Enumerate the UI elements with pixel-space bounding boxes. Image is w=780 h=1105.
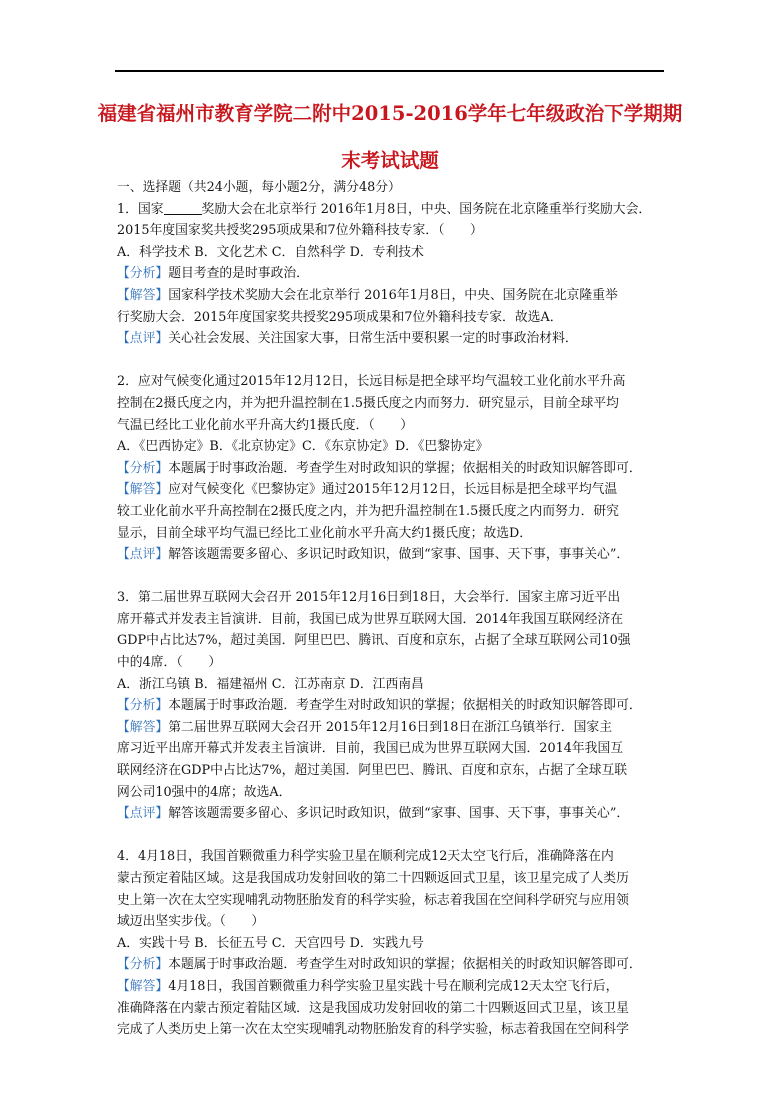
q3-comment-tag: 【点评】 [117,806,169,822]
page-title-line1: 福建省福州市教育学院二附中2015-2016学年七年级政治下学期期 [97,102,683,125]
q1-options: A．科学技术 B．文化艺术 C．自然科学 D．专利技术 [117,244,424,260]
q1-answer-line2: 行奖励大会．2015年度国家奖共授奖295项成果和7位外籍科技专家．故选A． [117,309,563,325]
q1-stem-line1 [117,199,665,221]
q2-analysis-tag: 【分析】 [117,460,169,476]
q4-answer-line1 [117,976,665,998]
q1-fill-blank [164,200,202,215]
q1-stem-rest: 奖励大会在北京举行 2016年1月8日，中央、国务院在北京隆重举行奖励大会． [201,201,652,217]
q3-stem-line3: GDP中占比达7%，超过美国．阿里巴巴、腾讯、百度和京东，占据了全球互联网公司10强 [117,633,631,649]
q2-stem-line1: 2．应对气候变化通过2015年12月12日，长远目标是把全球平均气温较工业化前水平升高 [117,374,626,390]
q2-answer-line3: 显示，目前全球平均气温已经比工业化前水平升高大约1摄氏度；故选D． [117,525,533,541]
q1-comment-text: 关心社会发展、关注国家大事，日常生活中要积累一定的时事政治材料． [168,331,578,347]
q2-options: A．《巴西协定》B．《北京协定》C．《东京协定》D．《巴黎协定》 [117,439,489,455]
q4-answer-tag: 【解答】 [117,978,169,994]
q2-comment [117,544,665,566]
spacer [117,566,665,588]
q4-options: A．实践十号 B．长征五号 C．天宫四号 D．实践九号 [117,935,424,951]
q4-stem-line2: 蒙古预定着陆区域。这是我国成功发射回收的第二十四颗返回式卫星，该卫星完成了人类历 [117,871,629,886]
q3-options: A．浙江乌镇 B．福建福州 C．江苏南京 D．江西南昌 [117,676,424,692]
q3-comment [117,803,665,825]
spacer [117,825,665,847]
question-content [117,177,665,1041]
q3-answer-line2: 席习近平出席开幕式并发表主旨演讲．目前，我国已成为世界互联网大国．2014年我国互 [117,741,624,757]
q2-answer-text1: 应对气候变化《巴黎协定》通过2015年12月12日，长远目标是把全球平均气温 [168,482,618,498]
q2-stem-line3: 气温已经比工业化前水平升高大约1摄氏度．（ ） [117,417,414,433]
q3-stem-line2: 席开幕式并发表主旨演讲．目前，我国已成为世界互联网大国．2014年我国互联网经济在 [117,611,624,627]
q2-answer-line1 [117,479,665,501]
q1-answer-line1 [117,285,665,307]
q3-answer-line3: 联网经济在GDP中占比达7%，超过美国．阿里巴巴、腾讯、百度和京东，占据了全球互联 [117,763,628,779]
q2-analysis-text: 本题属于时事政治题．考查学生对时政知识的掌握；依据相关的时政知识解答即可． [168,460,642,476]
q4-answer-line3: 完成了人类历史上第一次在太空实现哺乳动物胚胎发育的科学实验，标志着我国在空间科学 [117,1022,629,1038]
q1-stem-line2: 2015年度国家奖共授奖295项成果和7位外籍科技专家．（ ） [117,223,483,239]
q3-analysis-tag: 【分析】 [117,698,169,714]
q3-answer-tag: 【解答】 [117,719,169,735]
q2-comment-text: 解答该题需要多留心、多识记时政知识，做到“家事、国事、天下事，事事关心”． [168,547,630,563]
q2-analysis [117,458,665,480]
q3-answer-line1 [117,717,665,739]
q4-analysis-text: 本题属于时事政治题．考查学生对时政知识的掌握；依据相关的时政知识解答即可． [168,957,642,973]
q1-answer-tag: 【解答】 [117,287,169,303]
q4-answer-text1: 4月18日，我国首颗微重力科学实验卫星实践十号在顺利完成12天太空飞行后， [168,978,619,994]
q4-analysis-tag: 【分析】 [117,957,169,973]
q1-stem-prefix: 1．国家 [117,201,164,217]
page-title-line2: 末考试试题 [341,149,439,172]
header-rule [115,70,664,72]
q4-stem-line3: 史上第一次在太空实现哺乳动物胚胎发育的科学实验，标志着我国在空间科学研究与应用领 [117,892,629,908]
q1-answer-text1: 国家科学技术奖励大会在北京举行 2016年1月8日，中央、国务院在北京隆重举 [168,287,618,303]
q3-analysis [117,695,665,717]
q2-answer-tag: 【解答】 [117,482,169,498]
q1-comment-tag: 【点评】 [117,331,169,347]
q3-analysis-text: 本题属于时事政治题．考查学生对时政知识的掌握；依据相关的时政知识解答即可． [168,698,642,714]
q1-comment [117,328,665,350]
q4-analysis [117,954,665,976]
q3-comment-text: 解答该题需要多留心、多识记时政知识，做到“家事、国事、天下事，事事关心”． [168,806,630,822]
spacer [117,350,665,372]
q1-analysis [117,263,665,285]
q4-answer-line2: 准确降落在内蒙古预定着陆区域．这是我国成功发射回收的第二十四颗返回式卫星，该卫星 [117,1000,629,1016]
q3-answer-text1: 第二届世界互联网大会召开 2015年12月16日到18日在浙江乌镇举行．国家主 [168,719,612,735]
section-heading: 一、选择题（共24小题，每小题2分，满分48分） [117,180,401,195]
q1-analysis-tag: 【分析】 [117,266,169,282]
q1-analysis-text: 题目考查的是时事政治． [168,266,309,282]
q3-stem-line4: 中的4席．（ ） [117,655,222,671]
q4-stem-line1: 4．4月18日，我国首颗微重力科学实验卫星在顺利完成12天太空飞行后，准确降落在内 [117,849,614,865]
q2-stem-line2: 控制在2摄氏度之内，并为把升温控制在1.5摄氏度之内而努力．研究显示，目前全球平均 [117,395,619,411]
q2-answer-line2: 较工业化前水平升高控制在2摄氏度之内，并为把升温控制在1.5摄氏度之内而努力．研究 [117,503,619,519]
q3-stem-line1: 3．第二届世界互联网大会召开 2015年12月16日到18日，大会举行．国家主席习近平出 [117,590,621,606]
q4-stem-line4: 域迈出坚实步伐。（ ） [117,914,265,930]
q2-comment-tag: 【点评】 [117,547,169,563]
q3-answer-line4: 网公司10强中的4席；故选A． [117,784,292,800]
